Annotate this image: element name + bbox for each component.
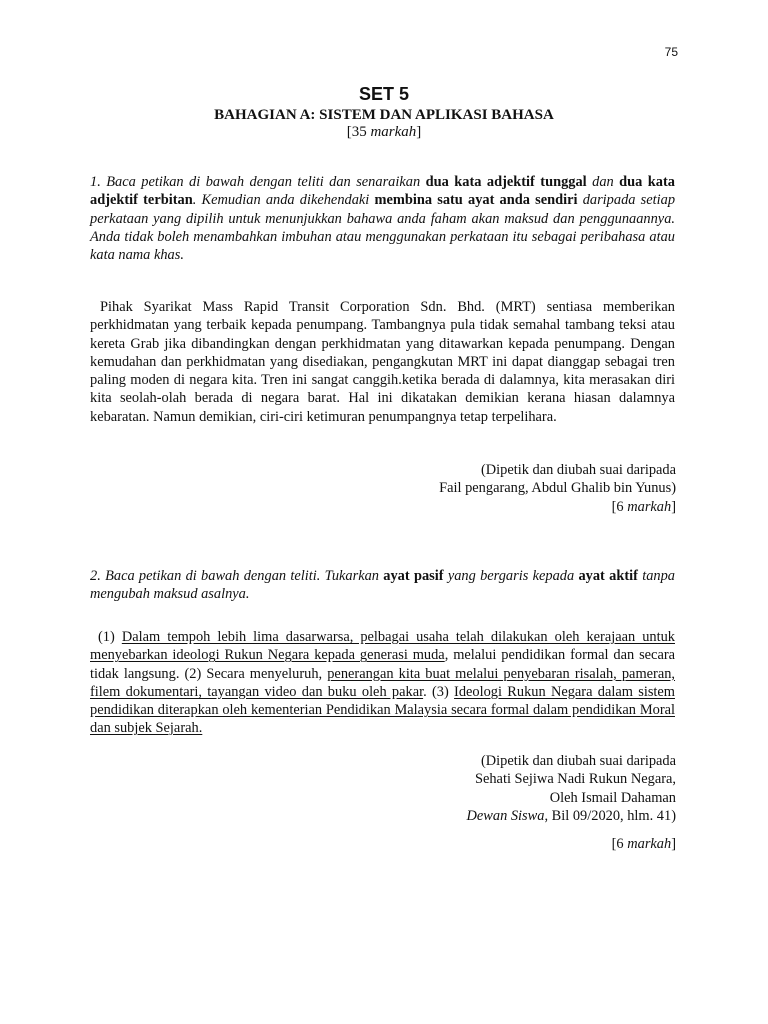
q2-marks-close: ] [671, 836, 676, 852]
q1-bold-1: dua kata adjektif tunggal [425, 174, 587, 190]
q2-bold-1: ayat pasif [383, 568, 444, 584]
p2-text-2: . (3) [423, 683, 455, 700]
q1-bold-3: membina satu ayat anda sendiri [374, 192, 578, 209]
q1-text-2: dan [586, 174, 620, 190]
p2-underlined-1: Dalam tempoh lebih lima dasarwarsa, pelbagai usaha telah dilakukan oleh kerajaan untuk menyebarkan ideologi Rukun Negara kepada generasi muda [90, 629, 675, 664]
question-1-instruction [90, 173, 675, 264]
source-2-issue: , Bil 09/2020, hlm. 41) [544, 807, 676, 824]
source-2 [467, 752, 677, 825]
source-2-line-1: (Dipetik dan diubah suai daripada [480, 753, 676, 769]
q1-marks-open: [6 [611, 498, 628, 515]
q1-marks-close: ] [671, 498, 676, 515]
section-marks-close: ] [416, 124, 422, 140]
q2-text-2: yang bergaris kepada [443, 568, 579, 584]
source-2-publication: Dewan Siswa [466, 807, 545, 824]
q2-text-1: 2. Baca petikan di bawah dengan teliti. Tukarkan [90, 568, 384, 584]
question-2-instruction [90, 567, 675, 604]
q1-text-3: . Kemudian anda dikehendaki [192, 192, 375, 209]
question-1-marks [439, 498, 676, 516]
q1-marks-word: markah [627, 498, 672, 515]
section-marks-word: markah [370, 124, 417, 140]
q1-text-1: 1. Baca petikan di bawah dengan teliti dan senaraikan [90, 174, 426, 190]
source-2-line-4 [467, 807, 677, 825]
p2-underlined-3: Ideologi Rukun Negara dalam sistem pendidikan diterapkan oleh kementerian Pendidikan Malaysia secara formal dalam pendidikan Moral dan subjek Sejarah. [90, 683, 675, 737]
p2-underlined-2: penerangan kita buat melalui penyebaran risalah, pameran, filem dokumentari, tayangan video dan buku oleh pakar [90, 665, 676, 700]
section-marks-open: [35 [346, 124, 371, 140]
section-marks [0, 124, 768, 141]
question-2-marks [612, 836, 676, 853]
page-number: 75 [664, 45, 678, 59]
source-1-line-1: (Dipetik dan diubah suai daripada [480, 462, 676, 478]
source-1-line-2: Fail pengarang, Abdul Ghalib bin Yunus) [439, 480, 676, 497]
q2-text-3: tanpa mengubah maksud asalnya. [90, 568, 675, 603]
set-title: SET 5 [358, 84, 410, 104]
passage-2 [90, 628, 675, 738]
q2-marks-word: markah [627, 836, 672, 852]
section-title: BAHAGIAN A: SISTEM DAN APLIKASI BAHASA [214, 107, 554, 123]
q2-marks-open: [6 [611, 836, 628, 852]
source-2-line-2: Sehati Sejiwa Nadi Rukun Negara, [474, 771, 676, 788]
p2-text-1: , melalui pendidikan formal dan secara tidak langsung. (2) Secara menyeluruh, [90, 647, 676, 682]
source-2-line-3: Oleh Ismail Dahaman [549, 789, 676, 806]
p2-number-1: (1) [98, 629, 122, 645]
source-1 [439, 461, 676, 516]
passage-1: Pihak Syarikat Mass Rapid Transit Corporation Sdn. Bhd. (MRT) sentiasa memberikan perkhidmatan yang terbaik kepada penumpang. Tambangnya pula tidak semahal tambang teksi atau kereta Grab jika dibandingkan dengan perkhidmatan yang ditawarkan kepada penumpang. Dengan kemudahan dan perkhidmatan yang disediakan, pengangkutan MRT ini dapat dianggap sebagai tren paling moden di negara kita. Tren ini sangat canggih.ketika berada di dalamnya, kita merasakan diri kita seolah-olah berada di negara barat. Hal ini dikatakan demikian kerana hiasan dalamnya kebaratan. Namun demikian, ciri-ciri ketimuran penumpangnya tetap terpelihara. [90, 299, 675, 425]
q1-text-4: daripada setiap perkataan yang dipilih untuk menunjukkan bahawa anda faham akan maksud dan penggunaannya. Anda tidak boleh menambahkan imbuhan atau menggunakan perkataan itu sebagai peribahasa atau kata nama khas. [90, 192, 676, 264]
q2-bold-2: ayat aktif [578, 568, 638, 584]
q1-bold-2: dua kata adjektif terbitan [90, 174, 675, 209]
